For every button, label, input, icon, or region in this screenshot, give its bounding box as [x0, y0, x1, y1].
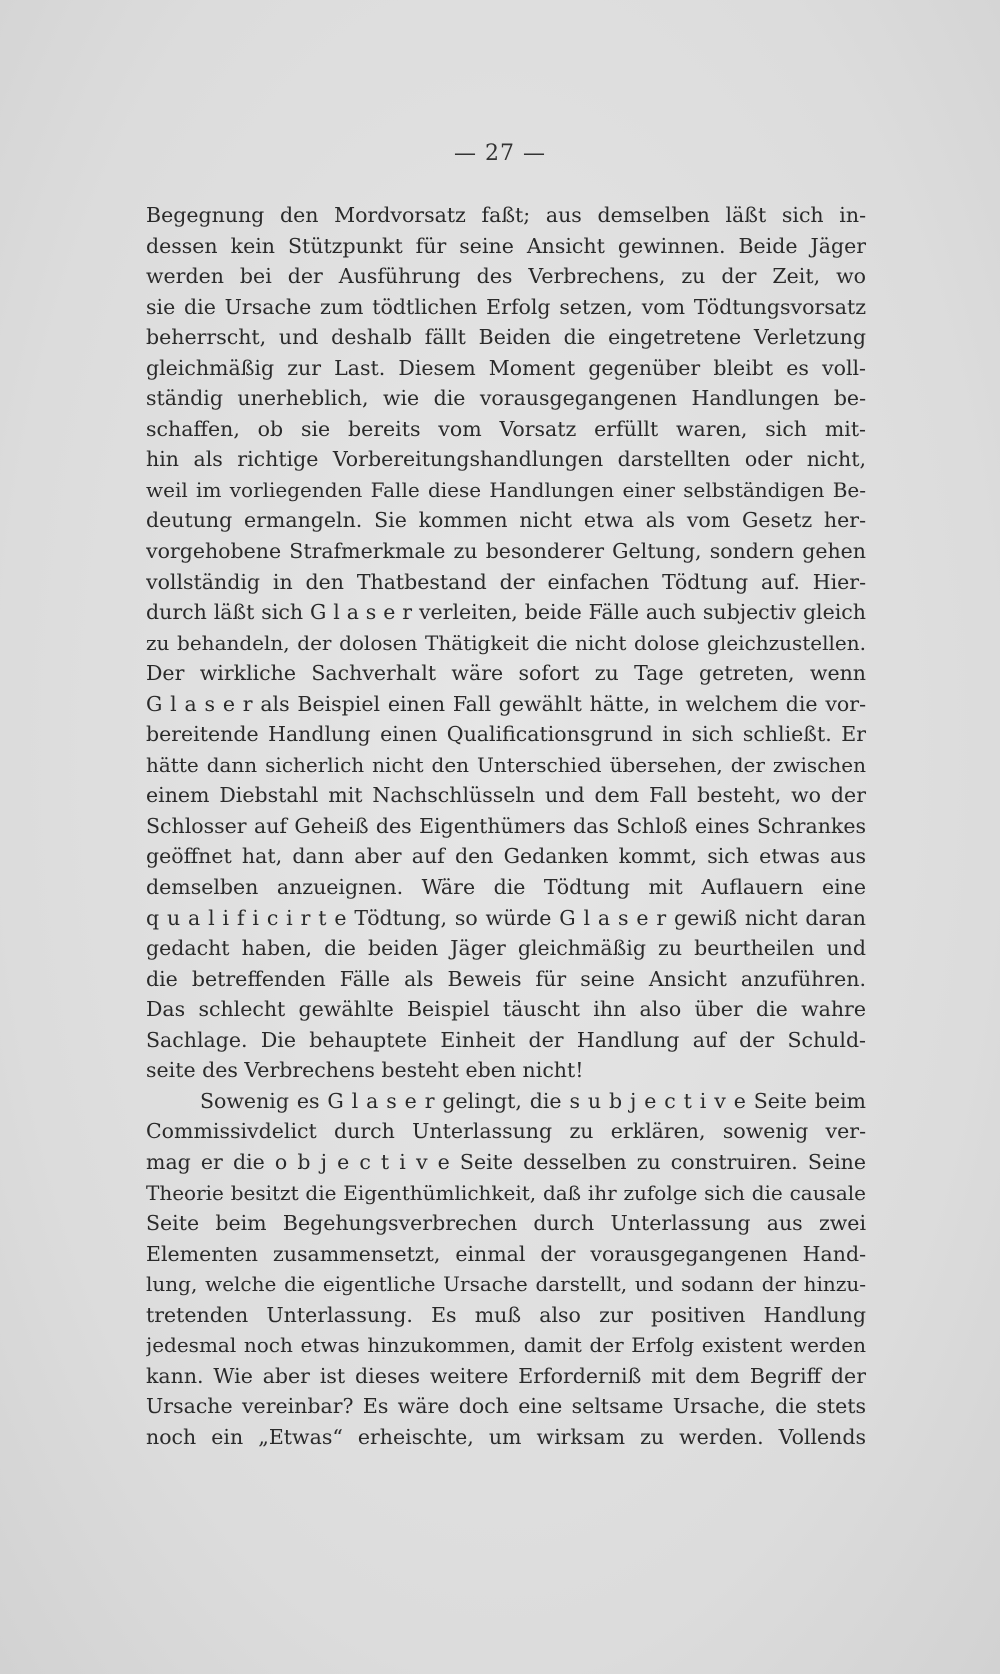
text-line: Das schlecht gewählte Beispiel täuscht ihn also über die wahre: [146, 997, 866, 1022]
text-line: Sowenig es G l a s e r gelingt, die s u b j e c t i v e Seite beim: [200, 1088, 866, 1113]
text-line: Seite beim Begehungsverbrechen durch Unterlassung aus zwei: [146, 1211, 866, 1236]
text-line: Commissivdelict durch Unterlassung zu erklären, sowenig ver-: [146, 1119, 866, 1144]
text-line: G l a s e r als Beispiel einen Fall gewählt hätte, in welchem die vor-: [146, 691, 866, 716]
text-line: werden bei der Ausführung des Verbrechens, zu der Zeit, wo: [146, 264, 866, 289]
text-line: mag er die o b j e c t i v e Seite desselben zu construiren. Seine: [146, 1149, 866, 1174]
text-line: Elementen zusammensetzt, einmal der vorausgegangenen Hand-: [146, 1241, 866, 1266]
text-line: Der wirkliche Sachverhalt wäre sofort zu Tage getreten, wenn: [146, 661, 866, 686]
text-line: q u a l i f i c i r t e Tödtung, so würde G l a s e r gewiß nicht daran: [146, 905, 866, 930]
text-line: vorgehobene Strafmerkmale zu besonderer Geltung, sondern gehen: [146, 539, 866, 564]
text-line: gedacht haben, die beiden Jäger gleichmäßig zu beurtheilen und: [146, 936, 866, 961]
text-line: Schlosser auf Geheiß des Eigenthümers das Schloß eines Schrankes: [146, 813, 866, 838]
text-line: Begegnung den Mordvorsatz faßt; aus demselben läßt sich in-: [146, 203, 866, 227]
text-line: ständig unerheblich, wie die vorausgegangenen Handlungen be-: [146, 386, 866, 411]
text-line: jedesmal noch etwas hinzukommen, damit der Erfolg existent werden: [146, 1333, 866, 1358]
text-line: vollständig in den Thatbestand der einfachen Tödtung auf. Hier-: [146, 569, 866, 594]
text-line: Sachlage. Die behauptete Einheit der Handlung auf der Schuld-: [146, 1027, 866, 1052]
text-line: geöffnet hat, dann aber auf den Gedanken kommt, sich etwas aus: [146, 844, 866, 869]
text-line: dessen kein Stützpunkt für seine Ansicht gewinnen. Beide Jäger: [146, 233, 866, 258]
text-line: sie die Ursache zum tödtlichen Erfolg setzen, vom Tödtungsvorsatz: [146, 294, 866, 319]
text-line: hätte dann sicherlich nicht den Unterschied übersehen, der zwischen: [146, 752, 866, 777]
text-line: durch läßt sich G l a s e r verleiten, beide Fälle auch subjectiv gleich: [146, 600, 866, 625]
page-number: — 27 —: [454, 141, 546, 166]
body-text: [146, 200, 866, 1452]
text-line: deutung ermangeln. Sie kommen nicht etwa als vom Gesetz her-: [146, 508, 866, 533]
text-line: Theorie besitzt die Eigenthümlichkeit, daß ihr zufolge sich die causale: [146, 1180, 866, 1205]
text-line: tretenden Unterlassung. Es muß also zur positiven Handlung: [146, 1302, 866, 1327]
text-line: Ursache vereinbar? Es wäre doch eine seltsame Ursache, die stets: [146, 1394, 866, 1419]
text-line: gleichmäßig zur Last. Diesem Moment gegenüber bleibt es voll-: [146, 355, 866, 380]
text-line: die betreffenden Fälle als Beweis für seine Ansicht anzuführen.: [146, 966, 866, 991]
text-line: hin als richtige Vorbereitungshandlungen darstellten oder nicht,: [146, 447, 866, 472]
text-line: demselben anzueignen. Wäre die Tödtung mit Auflauern eine: [146, 875, 866, 900]
text-line: schaffen, ob sie bereits vom Vorsatz erfüllt waren, sich mit-: [146, 416, 866, 441]
text-line: noch ein „Etwas“ erheischte, um wirksam zu werden. Vollends: [146, 1424, 866, 1449]
text-line: einem Diebstahl mit Nachschlüsseln und dem Fall besteht, wo der: [146, 783, 866, 808]
text-line: seite des Verbrechens besteht eben nicht!: [146, 1058, 584, 1083]
text-line: kann. Wie aber ist dieses weitere Erforderniß mit dem Begriff der: [146, 1363, 866, 1388]
text-line: zu behandeln, der dolosen Thätigkeit die nicht dolose gleichzustellen.: [146, 630, 866, 655]
text-line: lung, welche die eigentliche Ursache darstellt, und sodann der hinzu-: [146, 1272, 866, 1297]
text-line: beherrscht, und deshalb fällt Beiden die eingetretene Verletzung: [146, 325, 866, 350]
text-line: bereitende Handlung einen Qualificationsgrund in sich schließt. Er: [146, 722, 866, 747]
text-line: weil im vorliegenden Falle diese Handlungen einer selbständigen Be-: [146, 477, 866, 502]
